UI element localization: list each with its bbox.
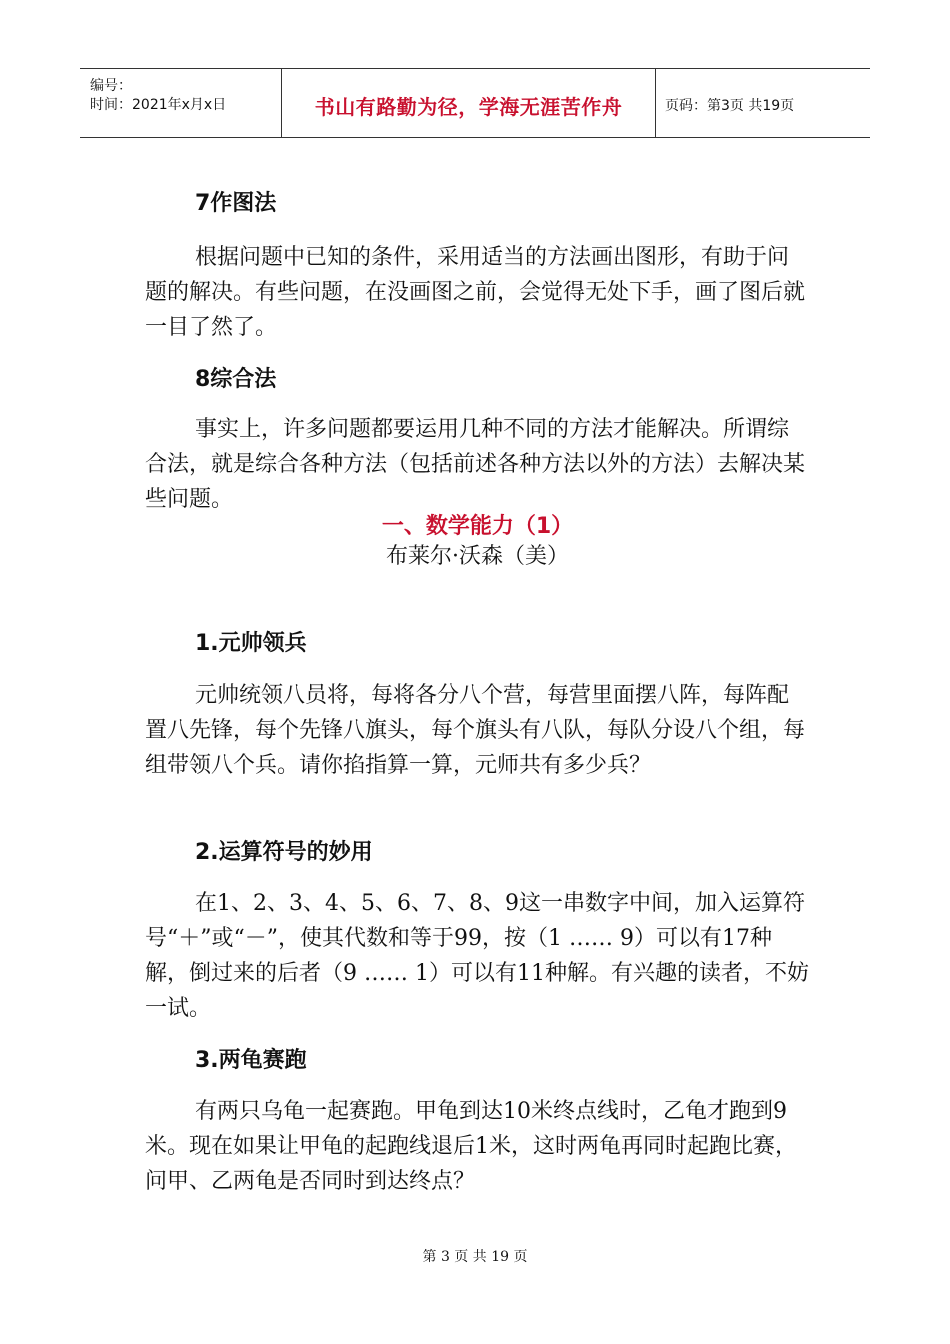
section-paragraph-8 (145, 412, 810, 517)
header-motto: 书山有路勤为径，学海无涯苦作舟 (314, 95, 623, 119)
header-page-info: 页码：第3页 共19页 (665, 98, 795, 114)
page-header (80, 68, 870, 138)
paragraph-text: 事实上，许多问题都要运用几种不同的方法才能解决。所谓综合法，就是综合各种方法（包括前述各种方法以外的方法）去解决某些问题。 (145, 417, 806, 512)
section-heading-7: 7作图法 (195, 191, 277, 216)
problem-paragraph-2 (145, 886, 810, 1026)
problem-heading-3: 3.两龟赛跑 (195, 1048, 307, 1073)
section-heading-8: 8综合法 (195, 367, 277, 392)
document-time-label: 时间：2021年x月x日 (90, 97, 227, 113)
paragraph-text: 元帅统领八员将，每将各分八个营，每营里面摆八阵，每阵配置八先锋，每个先锋八旗头，每个旗头有八队，每队分设八个组，每组带领八个兵。请你掐指算一算，元师共有多少兵？ (145, 683, 806, 778)
paragraph-text: 在1、2、3、4、5、6、7、8、9这一串数字中间，加入运算符号“＋”或“－”，使其代数和等于99，按（1 …… 9）可以有17种解，倒过来的后者（9 …… 1）可以有11种解。有兴趣的读者，不妨一试。 (145, 891, 809, 1021)
header-page-cell (655, 69, 870, 137)
paragraph-text: 根据问题中已知的条件，采用适当的方法画出图形，有助于问题的解决。有些问题，在没画图之前，会觉得无处下手，画了图后就一目了然了。 (145, 245, 806, 340)
section-paragraph-7 (145, 240, 810, 345)
problem-paragraph-3 (145, 1094, 810, 1199)
page-footer: 第 3 页 共 19 页 (422, 1249, 528, 1265)
header-motto-cell (281, 69, 656, 137)
header-meta-cell (80, 69, 281, 137)
paragraph-text: 有两只乌龟一起赛跑。甲龟到达10米终点线时，乙龟才跑到9米。现在如果让甲龟的起跑线退后1米，这时两龟再同时起跑比赛，问甲、乙两龟是否同时到达终点？ (145, 1099, 797, 1194)
problem-heading-2: 2.运算符号的妙用 (195, 840, 373, 865)
chapter-title: 一、数学能力（1） (381, 514, 574, 539)
chapter-author: 布莱尔·沃森（美） (386, 544, 569, 569)
problem-paragraph-1 (145, 678, 810, 783)
problem-heading-1: 1.元帅领兵 (195, 631, 307, 656)
document-number-label: 编号： (90, 78, 132, 94)
